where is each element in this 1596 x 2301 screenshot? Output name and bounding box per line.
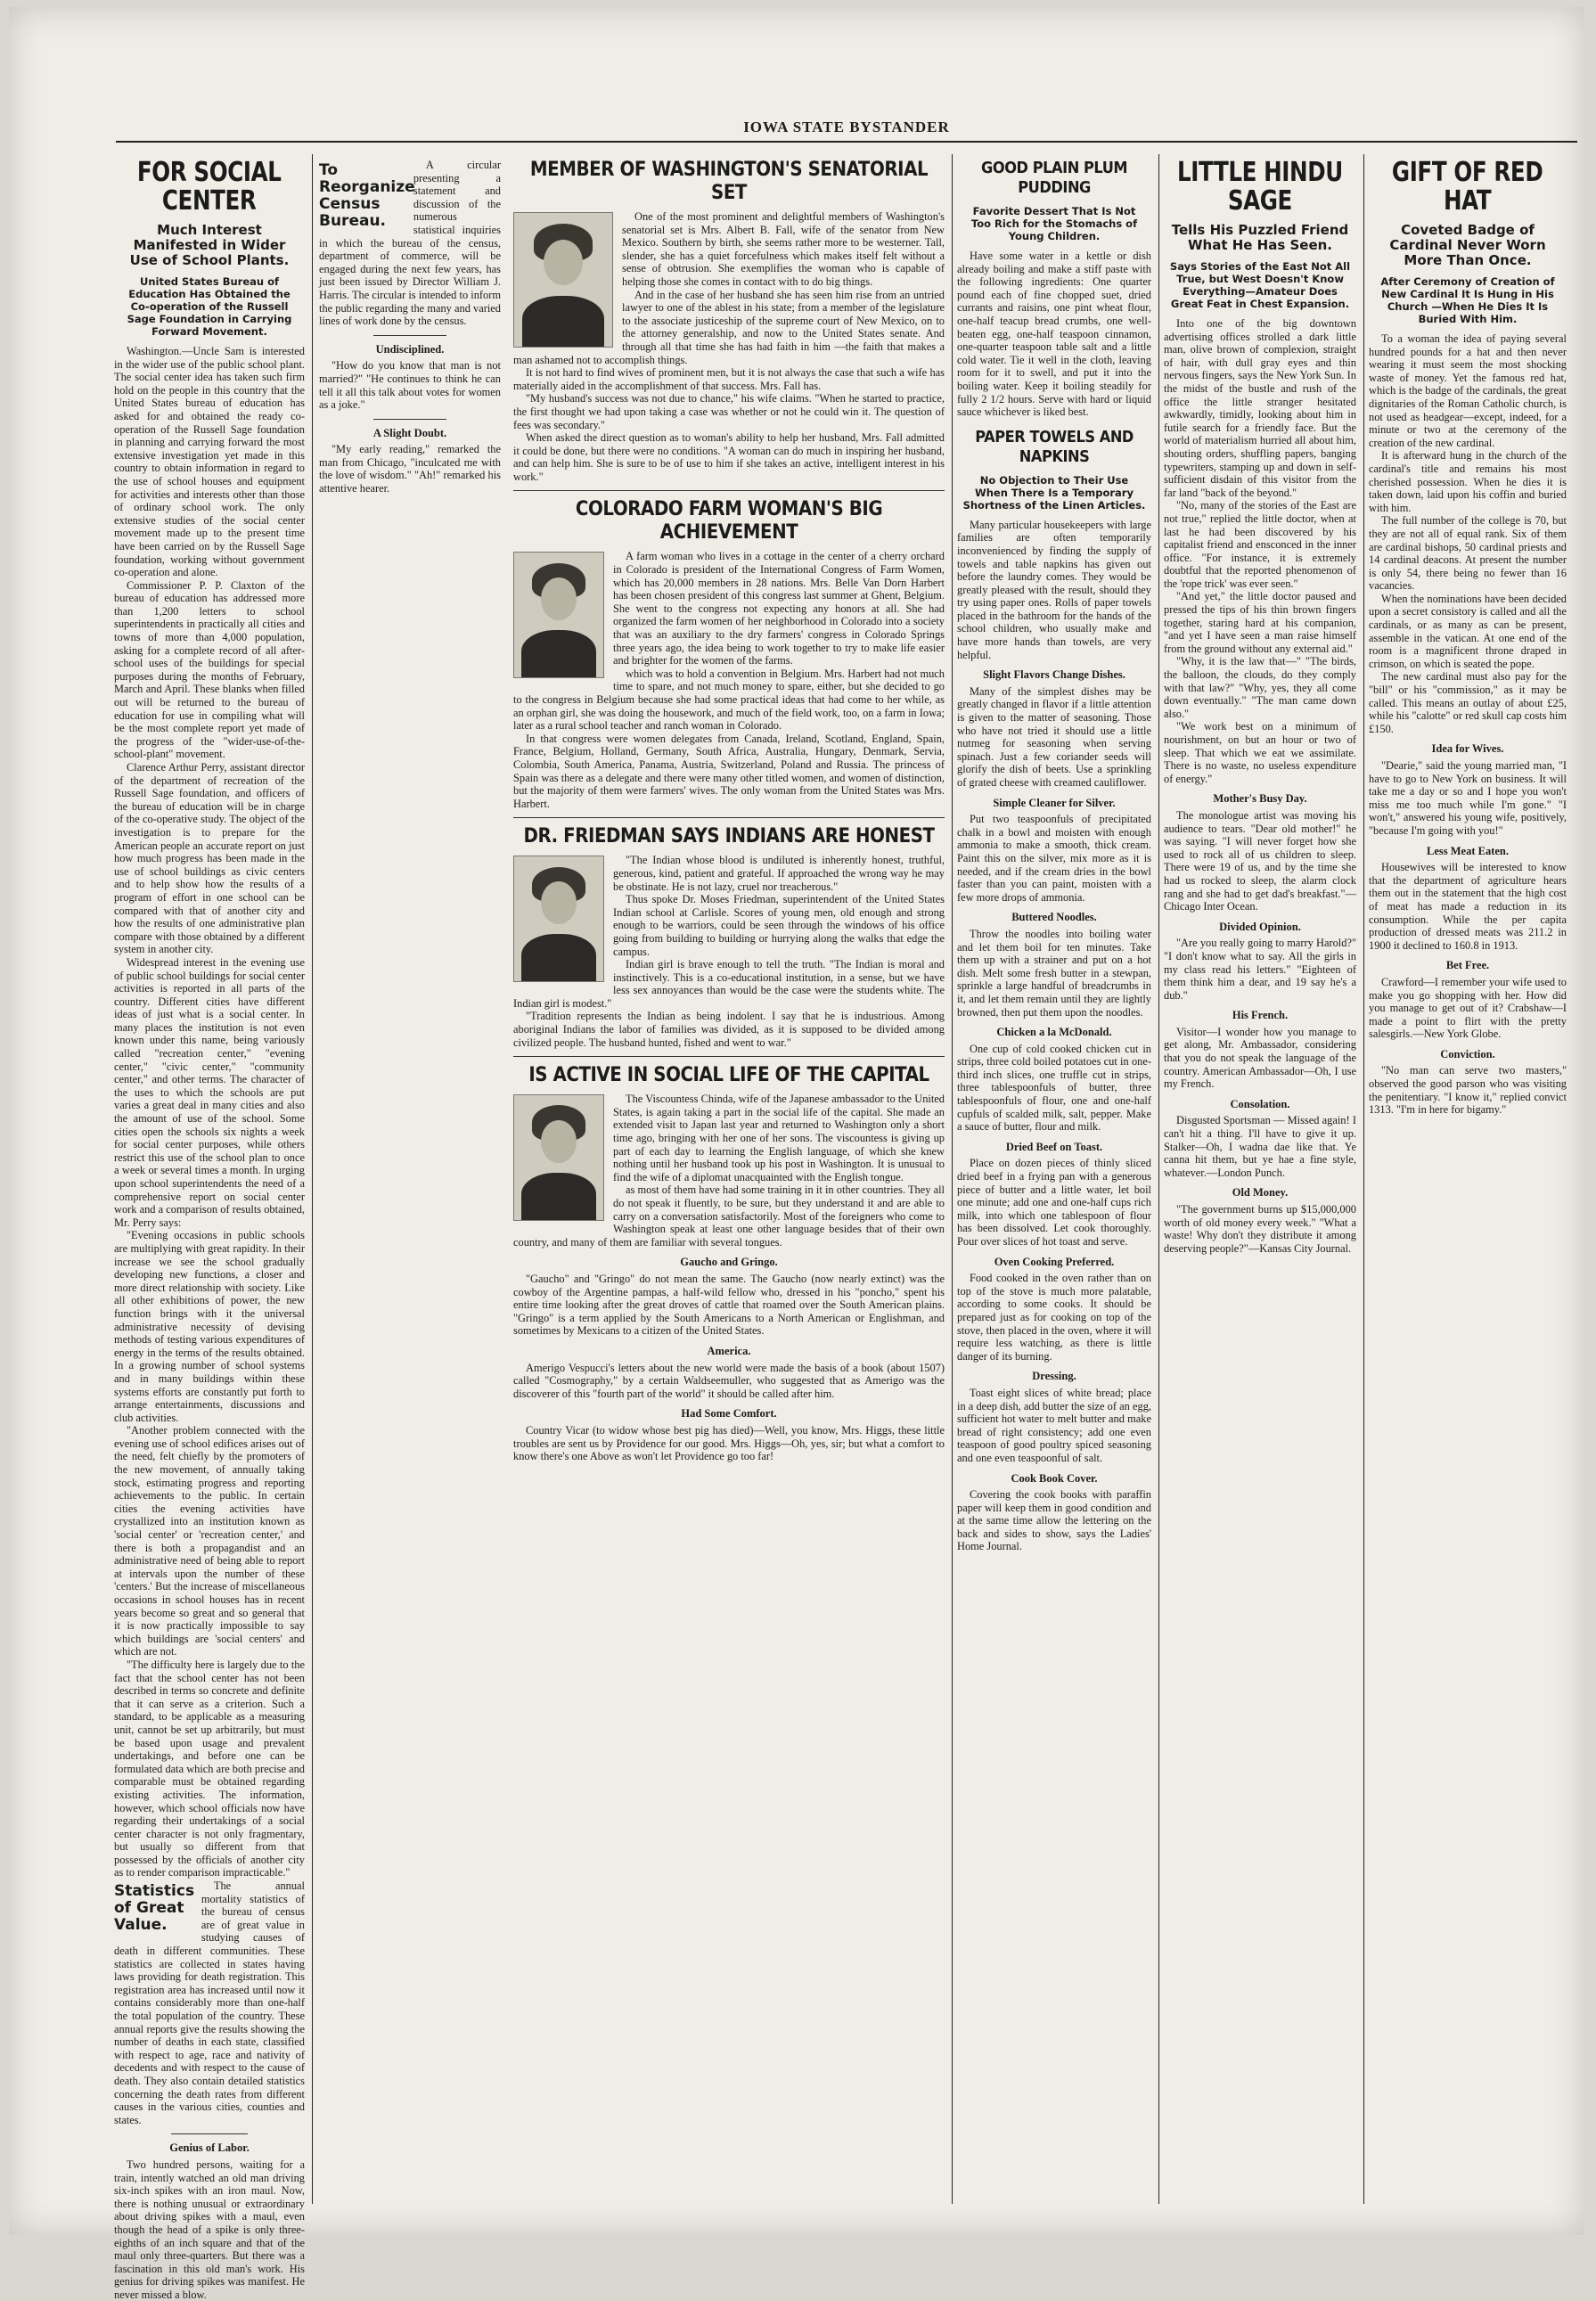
- column-hindu-sage: [1164, 159, 1356, 2208]
- portrait-body: [521, 1173, 596, 1220]
- deck-paper-towels: No Objection to Their Use When There Is a Temporary Shortness of the Linen Articles.: [962, 473, 1146, 512]
- subhead-gaucho: Gaucho and Gringo.: [680, 1256, 778, 1269]
- article-paragraph: Covering the cook books with paraffin paper will keep them in good condition and at the same time allow the lettering on the back and sides to show, says the Ladies' Home Journal.: [957, 1488, 1151, 1553]
- article-paragraph: Visitor—I wonder how you manage to get along, Mr. Ambassador, considering that you do not speak the language of the country. American Ambassador—Oh, I use my French.: [1164, 1025, 1356, 1091]
- deck-hindu-sage: Tells His Puzzled Friend What He Has Seen.: [1171, 222, 1349, 253]
- headline-paper-towels: PAPER TOWELS AND NAPKINS: [975, 427, 1134, 466]
- article-paragraph: The annual mortality statistics of the bureau of census are of great value in studying causes of death in different communities. These statistics are collected in states having laws providing for death registration. This registration area has increased until now it contains considerably more than one-half the total population of the country. These annual reports give the results showing the number of deaths in each state, classified with respect to age, race and nativity of decedents and with respect to the cause of death. They also contain detailed statistics concerning the death rates from different causes in the various cities, counties and states.: [114, 1879, 305, 2126]
- divider: [513, 817, 945, 818]
- article-paragraph: "No man can serve two masters," observed the good parson who was visiting the penitentiary. "I know it," replied convict 1313. "I'm in here for bigamy.": [1369, 1064, 1567, 1117]
- headline-colorado: COLORADO FARM WOMAN'S BIG ACHIEVEMENT: [575, 498, 883, 545]
- article-paragraph: "My early reading," remarked the man from Chicago, "inculcated me with the love of wisdom." "Ah!" remarked his attentive hearer.: [319, 443, 501, 495]
- subhead-slight-doubt: A Slight Doubt.: [372, 426, 447, 439]
- article-paragraph: "Evening occasions in public schools are multiplying with great rapidity. In their increase we see the school gradually developing new functions, a closer and more direct relationship with society. Like all other exhibitions of power, the new function brings with it the universal administrative necessity of devising methods of testing various expenditures of energy in the terms of the results obtained. In a growing number of school systems and in many buildings within these systems efforts are constantly put forth to arrange entertainments, discussions and club activities.: [114, 1229, 305, 1424]
- column-census: [319, 159, 501, 2208]
- divider: [513, 490, 945, 491]
- deck-red-hat: Coveted Badge of Cardinal Never Worn More Than Once.: [1389, 222, 1546, 268]
- subhead-dressing: Dressing.: [1032, 1370, 1076, 1383]
- subhead-less-meat: Less Meat Eaten.: [1427, 844, 1509, 857]
- column-household: [957, 159, 1151, 2208]
- article-paragraph: The full number of the college is 70, but they are not all of equal rank. Six of them are cardinal bishops, 50 cardinal priests and 14 cardinal deacons. At present the number is only 54, there being no fewer than 16 vacancies.: [1369, 514, 1567, 593]
- subhead-had-comfort: Had Some Comfort.: [681, 1407, 777, 1421]
- article-paragraph: Indian girl is brave enough to tell the truth. "The Indian is moral and instinctively. This is a co-educational institution, in a sense, but we have less sex annoyances than would be the case were the students white. The Indian girl is modest.": [513, 958, 945, 1010]
- article-paragraph: "The difficulty here is largely due to the fact that the school center has not been described in terms so concrete and definite that it can serve as a criterion. Such a standard, to be applicable as a measuring unit, cannot be set up arbitrarily, but must be based upon usage and prevalent undertakings, and before one can be formulated data which are both precise and comparable must be obtained regarding existing activities. The information, however, which school officials now have regarding their undertakings of a social center character is not only fragmentary, but usually so different from that possessed by the officials of another city as to render comparison impracticable.": [114, 1658, 305, 1879]
- divider: [373, 335, 446, 336]
- subhead-noodles: Buttered Noodles.: [1011, 911, 1097, 924]
- article-paragraph: Crawford—I remember your wife used to make you go shopping with her. How did you manage to get out of it? Crabshaw—I made a point to flirt with the pretty salesgirls.—New York Globe.: [1369, 975, 1567, 1041]
- article-paragraph: Throw the noodles into boiling water and let them boil for ten minutes. Take them up with a strainer and put on a hot dish. Melt some fresh butter in a stewpan, sprinkle a large handful of breadcrumbs in it, and let them remain until they are lightly browned, then put them upon the noodles.: [957, 927, 1151, 1019]
- article-paragraph: Country Vicar (to widow whose best pig has died)—Well, you know, Mrs. Higgs, these little troubles are sent us by Providence for our good. Mrs. Higgs—Oh, yes, sir; but what a comfort to know there's one Above as won't let Providence go too far!: [513, 1423, 945, 1463]
- article-paragraph: A circular presenting a statement and discussion of the numerous statistical inquiries in which the bureau of the census, department of commerce, will be engaged during the next few years, has just been issued by Director William J. Harris. The circular is intended to inform the public regarding the many and varied lines of work done by the census.: [319, 159, 501, 328]
- headline-plum-pudding: GOOD PLAIN PLUM PUDDING: [980, 159, 1128, 197]
- portrait-body: [521, 630, 596, 677]
- masthead-title: IOWA STATE BYSTANDER: [743, 119, 950, 135]
- subhead-busy-day: Mother's Busy Day.: [1213, 792, 1307, 806]
- newspaper-page: [9, 7, 1584, 2301]
- article-paragraph: "Gaucho" and "Gringo" do not mean the same. The Gaucho (now nearly extinct) was the cowboy of the Argentine pampas, a half-wild fellow who, dressed in his "poncho," spent his entire time looking after the great droves of cattle that roamed over the South American plains. "Gringo" is a term applied by the South Americans to a North American or Englishman, and sometimes by Mexicans to a citizen of the United States.: [513, 1272, 945, 1338]
- subhead-divided: Divided Opinion.: [1219, 920, 1301, 933]
- headline-senatorial: MEMBER OF WASHINGTON'S SENATORIAL SET: [529, 159, 929, 204]
- headline-friedman: DR. FRIEDMAN SAYS INDIANS ARE HONEST: [523, 825, 935, 848]
- article-paragraph: "Dearie," said the young married man, "I have to go to New York on business. It will take me a day or so and I hope you won't miss me too much while I'm gone." "I won't," answered his young wife, positively, "because I'm going with you!": [1369, 759, 1567, 837]
- article-paragraph: It is not hard to find wives of prominent men, but it is not always the case that such a wife has materially aided in the accomplishment of that success. Mrs. Fall has.: [513, 366, 945, 392]
- article-paragraph: When asked the direct question as to woman's ability to help her husband, Mrs. Fall admitted it could be done, but there were no conditions. "A woman can do much in inspiring her husband, and can help him. She is sure to be of use to him if she takes an active, intelligent interest in his work.": [513, 431, 945, 483]
- article-paragraph: Have some water in a kettle or dish already boiling and make a stiff paste with the following ingredients: One quarter pound each of fine chopped suet, dried currants and raisins, one pint wheat flour, one-half teacup bread crumbs, one well-beaten egg, one-half teaspoon cinnamon, one-quarter teaspoon table salt and a little cold water. Tie it well in the cloth, leaving room for it to swell, and put it into the boiling water. Keep it boiling steadily for fully 2 1/2 hours. Serve with hard or liquid sauce whichever is liked best.: [957, 250, 1151, 419]
- subhead-oven-cooking: Oven Cooking Preferred.: [994, 1255, 1115, 1268]
- article-paragraph: The Viscountess Chinda, wife of the Japanese ambassador to the United States, is again taking a part in the social life of the capital. She made an extended visit to Japan last year and returned to Washington only a short time ago, bringing with her one of her sons. The viscountess is giving up part of each day to learning the English language, of which she knew nothing until her husband took up his post in Washington. It is unusual to find the wife of a diplomat unacquainted with the English tongue.: [613, 1093, 945, 1183]
- article-paragraph: Food cooked in the oven rather than on top of the stove is much more palatable, according to some cooks. It should be prepared just as for cooking on top of the stove, then placed in the oven, where it will require less watching, as there is little danger of its burning.: [957, 1272, 1151, 1363]
- deck-plum-pudding: Favorite Dessert That Is Not Too Rich for the Stomachs of Young Children.: [970, 205, 1138, 242]
- article-paragraph: One cup of cold cooked chicken cut in strips, three cold boiled potatoes cut in one-third inch slices, one truffle cut in strips, three tablespoonfuls of butter, three tablespoonfuls of flour, one and one-half cupfuls of scalded milk, salt, pepper. Make a sauce of butter, flour and milk.: [957, 1042, 1151, 1134]
- article-paragraph: Two hundred persons, waiting for a train, intently watched an old man driving six-inch spikes with an iron maul. Now, there is nothing unusual or extraordinary about driving spikes with a maul, even though the head of a spike is only three-eighths of an inch square and that of the maul only three-quarters. But there was a fascination in this old man's work. His genius for driving spikes was manifest. He never missed a blow.: [114, 2158, 305, 2301]
- article-paragraph: "The government burns up $15,000,000 worth of old money every week." "What a waste! Why don't they distribute it among deserving people?"—Kansas City Journal.: [1164, 1203, 1356, 1255]
- article-paragraph: "My husband's success was not due to chance," his wife claims. "When he started to practice, the first thought we had upon taking a case was whether or not he could win it. The question of fees was secondary.": [513, 392, 945, 431]
- subhead-chicken: Chicken a la McDonald.: [996, 1026, 1112, 1039]
- headline-red-hat: GIFT OF RED HAT: [1392, 157, 1543, 217]
- article-paragraph: Disgusted Sportsman — Missed again! I can't hit a thing. I'll have to give it up. Stalker—Oh, I wadna dae like that. Ye canna hit them, but ye hae a fine style, whatever.—London Punch.: [1164, 1114, 1356, 1179]
- article-paragraph: "Why, it is the law that—" "The birds, the balloon, the clouds, do they comply with that law?" "Why, yes, they all come down eventually." "The man came down also.": [1164, 655, 1356, 720]
- article-paragraph: "The Indian whose blood is undiluted is inherently honest, truthful, generous, kind, patient and grateful. If approached the wrong way he may be obstinate. He is not lazy, cruel nor treacherous.": [613, 854, 945, 893]
- article-paragraph: And in the case of her husband she has seen him rise from an untried lawyer to one of the ablest in his state; from a member of the legislature to the associate justiceship of the supreme court of New Mexico, on to the attorney generalship, and now to the United States senate. And through all that time she has had faith in him —the faith that makes a man ashamed not to accomplish things.: [513, 288, 945, 366]
- article-paragraph: Commissioner P. P. Claxton of the bureau of education has addressed more than 1,200 letters to school superintendents in practically all cities and towns of more than 4,000 population, asking for a complete record of all after-school uses of the buildings for special purposes during the months of February, March and April. These blanks when filled out will be returned to the bureau of education for use in compiling what will be the most complete report yet made of the progress of the "wider-use-of-the-school-plant" movement.: [114, 578, 305, 761]
- divider: [373, 419, 446, 420]
- headline-hindu-sage: LITTLE HINDU SAGE: [1177, 157, 1343, 217]
- column-rule: [952, 154, 953, 2204]
- article-paragraph: Thus spoke Dr. Moses Friedman, superintendent of the United States Indian school at Carlisle. Scores of young men, old enough and strong enough to be warriors, could be seen through the windows of his office going from building to building or hurrying along the walks that edge the campus.: [613, 893, 945, 958]
- subhead-slight-flavors: Slight Flavors Change Dishes.: [983, 668, 1125, 682]
- portrait-dr-friedman: [513, 856, 604, 982]
- column-rule: [1363, 154, 1364, 2204]
- subhead-genius: Genius of Labor.: [169, 2141, 250, 2155]
- portrait-viscountess-chinda: [513, 1094, 604, 1221]
- article-paragraph: Clarence Arthur Perry, assistant director of the department of recreation of the Russell Sage foundation, and officers of the bureau of education will be in charge of the co-operative study. The object of the investigation is to prepare for the American people an accurate report on just how much progress has been made in the use of school buildings as civic centers and to help show how the results of a program of effort in one school can be compared with that of another city and how the results of one administrative plan compare with those obtained by a different system in another city.: [114, 761, 305, 956]
- portrait-face: [541, 1120, 577, 1163]
- portrait-face: [544, 240, 583, 285]
- article-paragraph: "No, many of the stories of the East are not true," replied the little doctor, when at last he had been discovered by his capitalist friend and ensconced in the inner office. "For instance, it is extremely doubtful that the reported phenomenon of the 'rope trick' was ever seen.": [1164, 499, 1356, 590]
- portrait-mrs-fall: [513, 212, 613, 348]
- article-paragraph: When the nominations have been decided upon a secret consistory is called and all the cardinals, or as many as can be present, assemble in the vatican. At one end of the room is a magnificent throne draped in crimson, on which is seated the pope.: [1369, 592, 1567, 670]
- subhead-wives: Idea for Wives.: [1431, 742, 1504, 756]
- article-paragraph: Amerigo Vespucci's letters about the new world were made the basis of a book (about 1507) called "Cosmography," by a certain Waldseemuller, who suggested that as Amerigo was the discoverer of this "fourth part of the world" it should be called after him.: [513, 1361, 945, 1400]
- article-paragraph: "We work best on a minimum of nourishment, on but an hour or two of sleep. That which we eat we assimilate. There is no waste, no useless expenditure of energy.": [1164, 720, 1356, 785]
- article-paragraph: Toast eight slices of white bread; place in a deep dish, add butter the size of an egg, sufficient hot water to melt butter and make bread of right consistency; add one even teaspoon of good poultry spiced seasoning and one even teaspoonful of salt.: [957, 1386, 1151, 1464]
- divider: [171, 2133, 248, 2134]
- article-paragraph: Put two teaspoonfuls of precipitated chalk in a bowl and moisten with enough ammonia to make a smooth, thick cream. Paint this on the silver, mix more as it is needed, and if the cream dries in the bowl faster than you can paint, moisten with a few more drops of ammonia.: [957, 813, 1151, 904]
- article-paragraph: Washington.—Uncle Sam is interested in the wider use of the public school plant. The social center idea has taken such firm hold on the people in this country that the United States bureau of education has asked for and obtained the ready co-operation of the Russell Sage foundation in planning and carrying forward the most extensive investigation yet made in this country to obtain information in regard to the use of school houses and equipment for activities and interests other than those of ordinary school work. The only extensive studies of the social center movement made up to the present time have been carried on by the Russell Sage foundation, working without government co-operation and alone.: [114, 345, 305, 579]
- article-paragraph: Place on dozen pieces of thinly sliced dried beef in a frying pan with a generous piece of butter and a little water, let boil one minute; add one and one-half cups rich milk, into which one tablespoon of flour has been dissolved. Let cook thoroughly. Pour over slices of hot toast and serve.: [957, 1157, 1151, 1248]
- article-paragraph: which was to hold a convention in Belgium. Mrs. Harbert had not much time to spare, and not much money to spare, either, but she decided to go to the congress in Belgium because she had some practical ideas that had come to her while, as an orphan girl, she was doing the housework, and much of the field work, too, on a farm in Iowa; later as a rural school teacher and ranch woman in Colorado.: [513, 667, 945, 733]
- subdeck-social-center: United States Bureau of Education Has Obtained the Co-operation of the Russell Sage Foundation in Carrying Forward Movement.: [127, 275, 292, 338]
- article-paragraph: Many particular housekeepers with large families are often temporarily inconvenienced by finding the supply of towels and table napkins has given out before the laundry comes. They would be greatly pleased with the result, should they try using paper ones. Rolls of paper towels placed in the bathroom for the hands of the school children, who usually make and have more hands than towels, are very helpful.: [957, 518, 1151, 661]
- column-social-center: [114, 157, 305, 2301]
- masthead: [125, 7, 1568, 141]
- subhead-consolation: Consolation.: [1230, 1097, 1290, 1110]
- subhead-old-money: Old Money.: [1232, 1186, 1289, 1200]
- article-paragraph: "And yet," the little doctor paused and pressed the tips of his thin brown fingers together, staring hard at his companion, "and yet I have seen a man raise himself from the ground without any external aid.": [1164, 590, 1356, 655]
- article-paragraph: Housewives will be interested to know that the department of agriculture hears them out in the statement that the high cost of meat has made a reduction in its consumption. While the per capita production of dressed meats was 211.2 in 1900 it declined to 160.8 in 1913.: [1369, 861, 1567, 952]
- subhead-bet-free: Bet Free.: [1445, 959, 1490, 972]
- deck-social-center: Much Interest Manifested in Wider Use of School Plants.: [129, 222, 290, 268]
- portrait-body: [521, 934, 596, 981]
- sidehead-statistics: Statistics of Great Value.: [114, 1882, 195, 1935]
- article-paragraph: "Are you really going to marry Harold?" "I don't know what to say. All the girls in my class read his letters." "Eighteen of them think him a dear, and 19 say he's a dub.": [1164, 937, 1356, 1002]
- portrait-body: [522, 296, 604, 347]
- article-paragraph: The new cardinal must also pay for the "bill" or his "commission," as it may be called. This means an outlay of about £25, while his "calotte" or red skull cap costs him £150.: [1369, 670, 1567, 735]
- headline-social-center: FOR SOCIAL CENTER: [137, 157, 282, 217]
- subhead-cook-book: Cook Book Cover.: [1011, 1471, 1098, 1485]
- subhead-dried-beef: Dried Beef on Toast.: [1005, 1140, 1103, 1153]
- subhead-silver: Simple Cleaner for Silver.: [993, 796, 1116, 809]
- portrait-face: [541, 577, 577, 620]
- column-center: [513, 159, 945, 2208]
- article-paragraph: Widespread interest in the evening use of public school buildings for social center activities is reported in all parts of the country. Different cities have different ideas of just what is a social center. In many places the institution is not even known under this name, being variously called "recreation center," "evening center," "civic center," "community center," and other terms. The character of the uses to which the schools are put varies a great deal in many cities and also the amount of use of the school. Some cities open the schools six nights a week for social center purposes, while others restrict this use of the school plan to once a week or several times a month. In urging upon school superintendents the need of a comprehensive report on social center work and a comparison of results obtained, Mr. Perry says:: [114, 955, 305, 1229]
- article-paragraph: "How do you know that man is not married?" "He continues to think he can tell it all this talk about votes for women as a joke.": [319, 359, 501, 412]
- headline-capital: IS ACTIVE IN SOCIAL LIFE OF THE CAPITAL: [528, 1064, 929, 1087]
- portrait-mrs-harbert: [513, 552, 604, 678]
- article-paragraph: A farm woman who lives in a cottage in the center of a cherry orchard in Colorado is president of the International Congress of Farm Women, which has 20,000 members in 28 nations. Mrs. Belle Van Dorn Harbert has been chosen president of this congress last summer at Ghent, Belgium. She went to the congress not expecting any honors at all. She had organized the farm women of her neighborhood in Colorado into a society that was an auxiliary to the dry farmers' congress in Colorado Springs three years ago, the idea being to work together to try to make life easier and brighter for the women of the farms.: [613, 550, 945, 667]
- article-paragraph: To a woman the idea of paying several hundred pounds for a hat and then never wearing it must seem the most shocking waste of money. Yet the famous red hat, which is the badge of the cardinals, the great dignitaries of the Roman Catholic church, is not used as headgear—except, indeed, for a minute or two at the ceremony of the creation of the new cardinal.: [1369, 332, 1567, 449]
- article-paragraph: It is afterward hung in the church of the cardinal's title and remains his most cherished possession. When he dies it is taken down, laid upon his coffin and buried with him.: [1369, 449, 1567, 514]
- divider: [513, 1056, 945, 1057]
- article-paragraph: Many of the simplest dishes may be greatly changed in flavor if a little attention is given to the matter of seasoning. Those who have not tried it should use a little nutmeg for seasoning when serving spinach. Just a few coriander seeds will glorify the dish of beets. Use a sprinkling of grated cheese with creamed cauliflower.: [957, 684, 1151, 789]
- column-rule: [312, 154, 313, 2204]
- article-paragraph: One of the most prominent and delightful members of Washington's senatorial set is Mrs. Albert B. Fall, wife of the senator from New Mexico. Southern by birth, she seems rather more to be westerner. Tall, slender, she has a quiet forcefulness which makes itself felt without a sense of obtrusion. She exemplifies the woman who is capable of helping those she comes in contact with to do big things.: [622, 210, 945, 288]
- subhead-conviction: Conviction.: [1440, 1047, 1495, 1060]
- article-paragraph: "Another problem connected with the evening use of school edifices arises out of the need, felt chiefly by the promoters of the new movement, of annually taking stock, estimating progress and reporting achievements to the public. In certain cities the evening activities have crystallized into an institution known as 'social center' or 'recreation center,' and there is both a propagandist and an administrative need of being able to report at intervals upon the number of these 'centers.' But the increase of miscellaneous occasions in school houses has in recent years become so great and so general that it is now practically impossible to say which buildings are 'social centers' and which are not.: [114, 1424, 305, 1658]
- subhead-french: His French.: [1232, 1009, 1289, 1022]
- top-rule: [116, 141, 1577, 143]
- article-paragraph: The monologue artist was moving his audience to tears. "Dear old mother!" he was saying. "I will never forget how she used to rock all of us children to sleep. There were 19 of us, and by the time she had us rocked to sleep, the alarm clock rang and she had to get dad's breakfast."—Chicago Inter Ocean.: [1164, 808, 1356, 913]
- column-red-hat: [1369, 159, 1567, 2208]
- article-paragraph: Into one of the big downtown advertising offices strolled a dark little man, olive brown of complexion, straight of hair, with dull gray eyes and thin nervous fingers, says the New York Sun. In the midst of the bustle and rush of the office the little stranger hesitated awkwardly, timidly, looking about him in futile search for a friendly face. But the world of materialism hurried all about him, shouting orders, shuffling papers, banging typewriters, stamping up and down in self-sufficient disdain of this visitor from the far land "back of the beyond.": [1164, 317, 1356, 499]
- subdeck-hindu-sage: Says Stories of the East Not All True, but West Doesn't Know Everything—Amateur Does Great Feat in Chest Expansion.: [1169, 260, 1351, 310]
- subhead-undisciplined: Undisciplined.: [375, 342, 445, 356]
- subhead-america: America.: [707, 1344, 751, 1357]
- column-rule: [1158, 154, 1159, 2204]
- article-paragraph: "Tradition represents the Indian as being indolent. I say that he is industrious. Among aboriginal Indians the labor of families was divided, as it is supposed to be divided among civilized people. The husband hunted, fished and went to war.": [513, 1010, 945, 1049]
- article-paragraph: as most of them have had some training in it in other countries. They all do not speak it fluently, to be sure, but they understand it and are able to carry on a conversation satisfactorily. Most of the foreigners who come to Washington speak at least one other language besides that of their own country, and many of them are familiar with several tongues.: [513, 1183, 945, 1249]
- portrait-face: [541, 881, 577, 924]
- sidehead-census: To Reorganize Census Bureau.: [319, 161, 415, 230]
- article-paragraph: In that congress were women delegates from Canada, Ireland, Scotland, England, Spain, France, Belgium, Holland, Germany, South Africa, Australia, Hungary, Denmark, Servia, Colombia, South America, Panama, Austria, Switzerland, Poland and Russia. The princess of Spain was there as a delegate and there were many other titled women, and women of distinction, but the majority of them were farmers' wives. The only woman from the United States was Mrs. Harbert.: [513, 732, 945, 810]
- subdeck-red-hat: After Ceremony of Creation of New Cardinal It Is Hung in His Church —When He Dies It Is Buried With Him.: [1380, 275, 1555, 325]
